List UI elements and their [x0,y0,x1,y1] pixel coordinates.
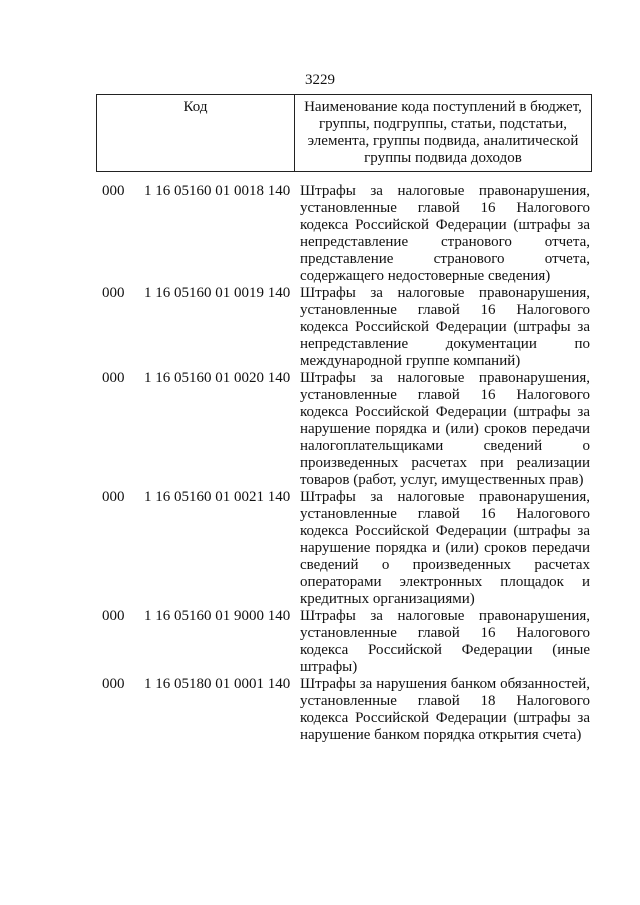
budget-code: 1 16 05160 01 0019 140 [144,285,291,301]
page-number: 3229 [305,72,335,88]
table-row [96,608,596,676]
budget-code: 1 16 05160 01 0021 140 [144,489,291,505]
admin-code: 000 [102,183,125,199]
code-description: Штрафы за налоговые правонарушения, установленные главой 16 Налогового кодекса Российской Федерации (штрафы за нарушение порядка и (или) сроков передачи сведений о произведенных расчетах операторами электронных площадок и кредитных организациями) [300,489,590,607]
table-row [96,370,596,489]
budget-code: 1 16 05180 01 0001 140 [144,676,291,692]
admin-code: 000 [102,489,125,505]
header-code-cell: Код [97,95,295,171]
budget-code: 1 16 05160 01 0020 140 [144,370,291,386]
admin-code: 000 [102,676,125,692]
table-row [96,285,596,370]
admin-code: 000 [102,370,125,386]
code-description: Штрафы за налоговые правонарушения, установленные главой 16 Налогового кодекса Российской Федерации (иные штрафы) [300,608,590,675]
code-description: Штрафы за налоговые правонарушения, установленные главой 16 Налогового кодекса Российской Федерации (штрафы за непредставление странового отчета, представление странового отчета, содержащего недостоверные сведения) [300,183,590,284]
table-row [96,489,596,608]
table-body [96,183,596,744]
budget-code: 1 16 05160 01 0018 140 [144,183,291,199]
admin-code: 000 [102,285,125,301]
table-row [96,183,596,285]
admin-code: 000 [102,608,125,624]
table-header [96,94,592,172]
header-name-cell: Наименование кода поступлений в бюджет, группы, подгруппы, статьи, подстатьи, элемента, группы подвида, аналитической группы подвида доходов [304,99,582,166]
code-description: Штрафы за нарушения банком обязанностей, установленные главой 18 Налогового кодекса Российской Федерации (штрафы за нарушение банком порядка открытия счета) [300,676,590,743]
budget-code: 1 16 05160 01 9000 140 [144,608,291,624]
code-description: Штрафы за налоговые правонарушения, установленные главой 16 Налогового кодекса Российской Федерации (штрафы за нарушение порядка и (или) сроков передачи налогоплательщиками сведений о произведенных расчетах при реализации товаров (работ, услуг, имущественных прав) [300,370,590,488]
table-row [96,676,596,744]
code-description: Штрафы за налоговые правонарушения, установленные главой 16 Налогового кодекса Российской Федерации (штрафы за непредставление документации по международной группе компаний) [300,285,590,369]
